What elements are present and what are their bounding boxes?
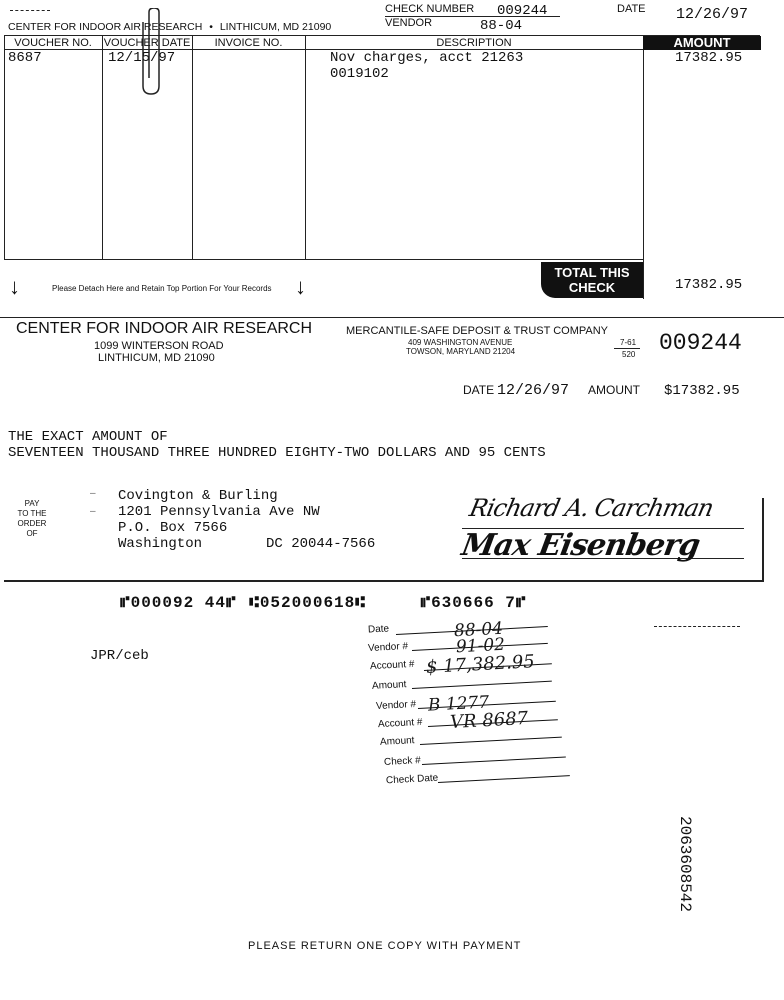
stamp-line-amount-2 — [420, 737, 562, 745]
vendor-value: 88-04 — [480, 18, 523, 34]
col-divider-4 — [643, 35, 644, 260]
paperclip-icon — [135, 8, 167, 98]
stamp-value-vendor: 91-02 — [455, 634, 506, 658]
micr-account: ⑈630666 7⑈ — [420, 594, 527, 612]
stub-payer-header-city: LINTHICUM, MD 21090 — [219, 21, 332, 33]
stamp-label-date: Date — [367, 623, 390, 636]
payee-dash-2: – — [90, 506, 96, 517]
col-divider-2 — [192, 35, 193, 260]
signature-1: Richard A. Carchman — [467, 494, 716, 522]
payer-name: CENTER FOR INDOOR AIR RESEARCH — [16, 320, 313, 337]
payer-city: LINTHICUM, MD 21090 — [98, 352, 215, 364]
stub-payer-header — [8, 21, 331, 33]
table-bottom-rule — [4, 259, 644, 260]
check-right-rule — [762, 498, 764, 580]
signature-2: Max Eisenberg — [458, 528, 702, 563]
pay-to-label-4: OF — [26, 529, 38, 538]
row-amount: 17382.95 — [675, 50, 743, 66]
payee-line2: 1201 Pennsylvania Ave NW — [118, 504, 320, 520]
pay-to-label-1: PAY — [24, 499, 40, 508]
check-number-large: 009244 — [659, 330, 742, 356]
stub-date-label: DATE — [617, 3, 646, 15]
col-divider-1 — [102, 35, 103, 260]
stamp-label-check-date: Check Date — [385, 772, 439, 787]
total-label-line1: TOTAL THIS — [554, 265, 630, 280]
total-label-line2: CHECK — [568, 280, 616, 295]
stamp-line-check-date — [438, 775, 570, 783]
stamp-label-amount: Amount — [371, 679, 407, 692]
vendor-label: VENDOR — [385, 17, 433, 29]
total-amount: 17382.95 — [675, 277, 743, 293]
stamp-line-amount — [412, 681, 552, 689]
stamp-label-account-2: Account # — [377, 716, 423, 731]
check-amount-label: AMOUNT — [588, 383, 640, 397]
pay-to-label-2: TO THE — [17, 509, 47, 518]
micr-check-number: ⑈000092 44⑈ — [120, 594, 237, 612]
check-number-label: CHECK NUMBER — [385, 3, 475, 15]
stub-payer-header-name: CENTER FOR INDOOR AIR RESEARCH — [8, 21, 203, 33]
detach-arrow-left-icon: ↓ — [9, 274, 20, 299]
stamp-label-vendor: Vendor # — [367, 640, 409, 655]
micr-routing: ⑆052000618⑆ — [249, 594, 366, 612]
col-header-invoice-no: INVOICE NO. — [214, 37, 283, 49]
payer-street: 1099 WINTERSON ROAD — [94, 340, 224, 352]
stamp-value-vendor-2: B 1277 — [427, 692, 490, 716]
accounting-stamp — [366, 618, 576, 788]
amount-words-line1: THE EXACT AMOUNT OF — [8, 429, 168, 445]
stamp-label-check: Check # — [383, 755, 421, 768]
stub-section — [0, 0, 784, 305]
routing-fraction-bar — [614, 348, 640, 349]
total-label — [541, 262, 643, 298]
stamp-value-date: 88-04 — [453, 618, 504, 642]
stub-payer-header-sep: • — [209, 21, 213, 33]
table-left-rule — [4, 35, 5, 260]
pay-to-label-3: ORDER — [17, 519, 47, 528]
check-number-value: 009244 — [497, 3, 548, 19]
initials: JPR/ceb — [90, 648, 149, 664]
micr-line — [120, 594, 526, 612]
footer-note: PLEASE RETURN ONE COPY WITH PAYMENT — [248, 940, 522, 952]
bank-name: MERCANTILE-SAFE DEPOSIT & TRUST COMPANY — [346, 325, 609, 337]
side-document-number: 2063608542 — [676, 815, 694, 912]
right-dash-line — [654, 626, 740, 627]
stub-top-dash — [10, 10, 50, 11]
payee-city: Washington — [118, 536, 203, 552]
check-bottom-rule — [4, 580, 764, 582]
payee-dash-1: – — [90, 488, 96, 499]
col-header-voucher-date: VOUCHER DATE — [103, 37, 191, 49]
payee-line1: Covington & Burling — [118, 488, 278, 504]
pay-to-label — [14, 499, 50, 539]
routing-fraction-top: 7-61 — [620, 338, 637, 347]
check-date-value: 12/26/97 — [497, 382, 570, 399]
check-amount-value: $17382.95 — [664, 383, 740, 399]
bank-city: TOWSON, MARYLAND 21204 — [406, 347, 516, 356]
detach-arrow-right-icon: ↓ — [295, 274, 306, 299]
col-divider-3 — [305, 35, 306, 260]
stamp-value-account: $ 17,382.95 — [425, 651, 536, 678]
stamp-label-account: Account # — [369, 658, 415, 673]
row-description-line2: 0019102 — [330, 66, 389, 82]
row-description-line1: Nov charges, acct 21263 — [330, 50, 524, 66]
stamp-label-amount-2: Amount — [379, 735, 415, 748]
stub-date-value: 12/26/97 — [676, 6, 749, 23]
row-voucher-date: 12/15/97 — [108, 50, 176, 66]
stamp-line-check — [422, 756, 566, 765]
col-header-amount: AMOUNT — [643, 36, 761, 50]
col-header-voucher-no: VOUCHER NO. — [14, 37, 92, 49]
stamp-value-account-2: VR 8687 — [449, 707, 529, 734]
detach-note: Please Detach Here and Retain Top Portion For Your Records — [52, 284, 272, 293]
check-section — [0, 318, 784, 584]
payee-line3: P.O. Box 7566 — [118, 520, 228, 536]
col-header-description: DESCRIPTION — [436, 37, 512, 49]
stamp-label-vendor-2: Vendor # — [375, 698, 417, 713]
routing-fraction-bottom: 520 — [622, 350, 636, 359]
row-voucher-no: 8687 — [8, 50, 42, 66]
amount-words-line2: SEVENTEEN THOUSAND THREE HUNDRED EIGHTY-TWO DOLLARS AND 95 CENTS — [8, 445, 546, 461]
check-date-label: DATE — [463, 383, 495, 397]
payee-state-zip: DC 20044-7566 — [266, 536, 376, 552]
total-divider — [643, 259, 644, 299]
bank-street: 409 WASHINGTON AVENUE — [408, 338, 513, 347]
